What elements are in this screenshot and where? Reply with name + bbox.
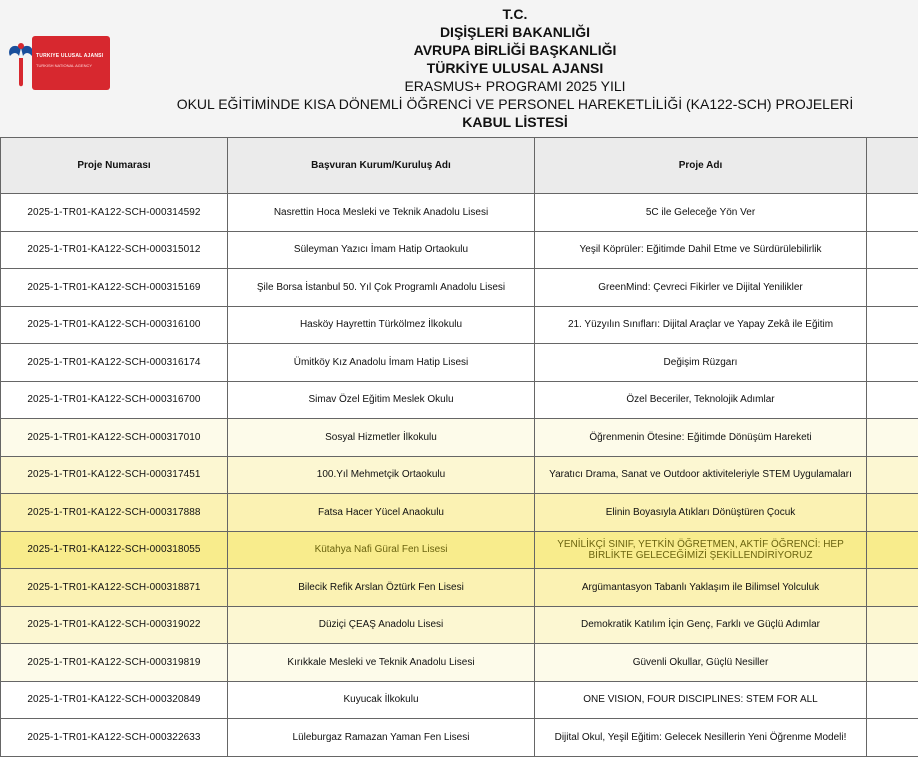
applicant-name: 100.Yıl Mehmetçik Ortaokulu [228,456,535,494]
applicant-name: Bilecik Refik Arslan Öztürk Fen Lisesi [228,569,535,607]
applicant-name: Şile Borsa İstanbul 50. Yıl Çok Programlı Anadolu Lisesi [228,269,535,307]
applicant-name: Simav Özel Eğitim Meslek Okulu [228,381,535,419]
project-number: 2025-1-TR01-KA122-SCH-000318055 [1,531,228,569]
table-row [1,419,918,457]
table-row [1,231,918,269]
extra-cell [867,344,918,382]
logo-text-line2: TURKISH NATIONAL AGENCY [36,63,93,68]
extra-cell [867,306,918,344]
project-name: 5C ile Geleceğe Yön Ver [535,194,867,232]
column-header-applicant: Başvuran Kurum/Kuruluş Adı [228,138,535,194]
project-number: 2025-1-TR01-KA122-SCH-000317010 [1,419,228,457]
project-number: 2025-1-TR01-KA122-SCH-000315169 [1,269,228,307]
project-name: GreenMind: Çevreci Fikirler ve Dijital Yenilikler [535,269,867,307]
document-header [0,0,918,138]
project-name: Dijital Okul, Yeşil Eğitim: Gelecek Nesillerin Yeni Öğrenme Modeli! [535,719,867,757]
applicant-name: Ümitköy Kız Anadolu İmam Hatip Lisesi [228,344,535,382]
applicant-name: Süleyman Yazıcı İmam Hatip Ortaokulu [228,231,535,269]
project-name: YENİLİKÇİ SINIF, YETKİN ÖĞRETMEN, AKTİF ÖĞRENCİ: HEP BİRLİKTE GELECEĞİMİZİ ŞEKİLLENDİRİYORUZ [535,531,867,569]
project-number: 2025-1-TR01-KA122-SCH-000320849 [1,681,228,719]
project-name: Argümantasyon Tabanlı Yaklaşım ile Bilimsel Yolculuk [535,569,867,607]
table-row [1,606,918,644]
table-row [1,644,918,682]
table-row [1,494,918,532]
table-row [1,306,918,344]
header-list-title: KABUL LİSTESİ [462,114,568,130]
header-agency: TÜRKİYE ULUSAL AJANSI [426,60,604,76]
applicant-name: Hasköy Hayrettin Türkölmez İlkokulu [228,306,535,344]
project-name: Öğrenmenin Ötesine: Eğitimde Dönüşüm Hareketi [535,419,867,457]
extra-cell [867,606,918,644]
applicant-name: Kırıkkale Mesleki ve Teknik Anadolu Lisesi [228,644,535,682]
extra-cell [867,494,918,532]
table-row [1,194,918,232]
project-name: Demokratik Katılım İçin Genç, Farklı ve Güçlü Adımlar [535,606,867,644]
project-name: Yeşil Köprüler: Eğitimde Dahil Etme ve Sürdürülebilirlik [535,231,867,269]
header-tc: T.C. [502,6,528,22]
extra-cell [867,569,918,607]
table-row [1,456,918,494]
header-directorate: AVRUPA BİRLİĞİ BAŞKANLIĞI [413,42,617,58]
applicant-name: Lüleburgaz Ramazan Yaman Fen Lisesi [228,719,535,757]
table-header-row [1,138,918,194]
project-number: 2025-1-TR01-KA122-SCH-000317888 [1,494,228,532]
project-number: 2025-1-TR01-KA122-SCH-000318871 [1,569,228,607]
project-name: Güvenli Okullar, Güçlü Nesiller [535,644,867,682]
applicant-name: Kütahya Nafi Güral Fen Lisesi [228,531,535,569]
project-number: 2025-1-TR01-KA122-SCH-000319022 [1,606,228,644]
table-row [1,269,918,307]
project-number: 2025-1-TR01-KA122-SCH-000319819 [1,644,228,682]
project-number: 2025-1-TR01-KA122-SCH-000316100 [1,306,228,344]
project-number: 2025-1-TR01-KA122-SCH-000316700 [1,381,228,419]
extra-cell [867,644,918,682]
project-number: 2025-1-TR01-KA122-SCH-000317451 [1,456,228,494]
national-agency-logo [6,34,110,90]
extra-cell [867,194,918,232]
project-name: Özel Beceriler, Teknolojik Adımlar [535,381,867,419]
project-number: 2025-1-TR01-KA122-SCH-000314592 [1,194,228,232]
logo-text-line1: TÜRKİYE ULUSAL AJANSI [36,53,104,59]
column-header-project-number: Proje Numarası [1,138,228,194]
column-header-project-name: Proje Adı [535,138,867,194]
header-ministry: DIŞİŞLERİ BAKANLIĞI [439,24,591,40]
extra-cell [867,456,918,494]
highlighted-table-row [1,531,918,569]
applicant-name: Fatsa Hacer Yücel Anaokulu [228,494,535,532]
header-program: ERASMUS+ PROGRAMI 2025 YILI [404,78,626,94]
table-row [1,381,918,419]
table-row [1,681,918,719]
applicant-name: Nasrettin Hoca Mesleki ve Teknik Anadolu Lisesi [228,194,535,232]
project-name: Elinin Boyasıyla Atıkları Dönüştüren Çocuk [535,494,867,532]
extra-cell [867,381,918,419]
table-row [1,719,918,757]
header-action: OKUL EĞİTİMİNDE KISA DÖNEMLİ ÖĞRENCİ VE PERSONEL HAREKETLİLİĞİ (KA122-SCH) PROJELERİ [176,96,854,112]
table-row [1,344,918,382]
extra-cell [867,719,918,757]
applicant-name: Kuyucak İlkokulu [228,681,535,719]
applicant-name: Düziçi ÇEAŞ Anadolu Lisesi [228,606,535,644]
acceptance-table [0,137,918,757]
project-name: Değişim Rüzgarı [535,344,867,382]
extra-cell [867,231,918,269]
project-number: 2025-1-TR01-KA122-SCH-000315012 [1,231,228,269]
column-header-extra [867,138,918,194]
table-row [1,569,918,607]
project-name: 21. Yüzyılın Sınıfları: Dijital Araçlar ve Yapay Zekâ ile Eğitim [535,306,867,344]
project-name: Yaratıcı Drama, Sanat ve Outdoor aktiviteleriyle STEM Uygulamaları [535,456,867,494]
extra-cell [867,269,918,307]
project-name: ONE VISION, FOUR DISCIPLINES: STEM FOR ALL [535,681,867,719]
project-number: 2025-1-TR01-KA122-SCH-000322633 [1,719,228,757]
extra-cell [867,531,918,569]
applicant-name: Sosyal Hizmetler İlkokulu [228,419,535,457]
project-number: 2025-1-TR01-KA122-SCH-000316174 [1,344,228,382]
extra-cell [867,681,918,719]
extra-cell [867,419,918,457]
